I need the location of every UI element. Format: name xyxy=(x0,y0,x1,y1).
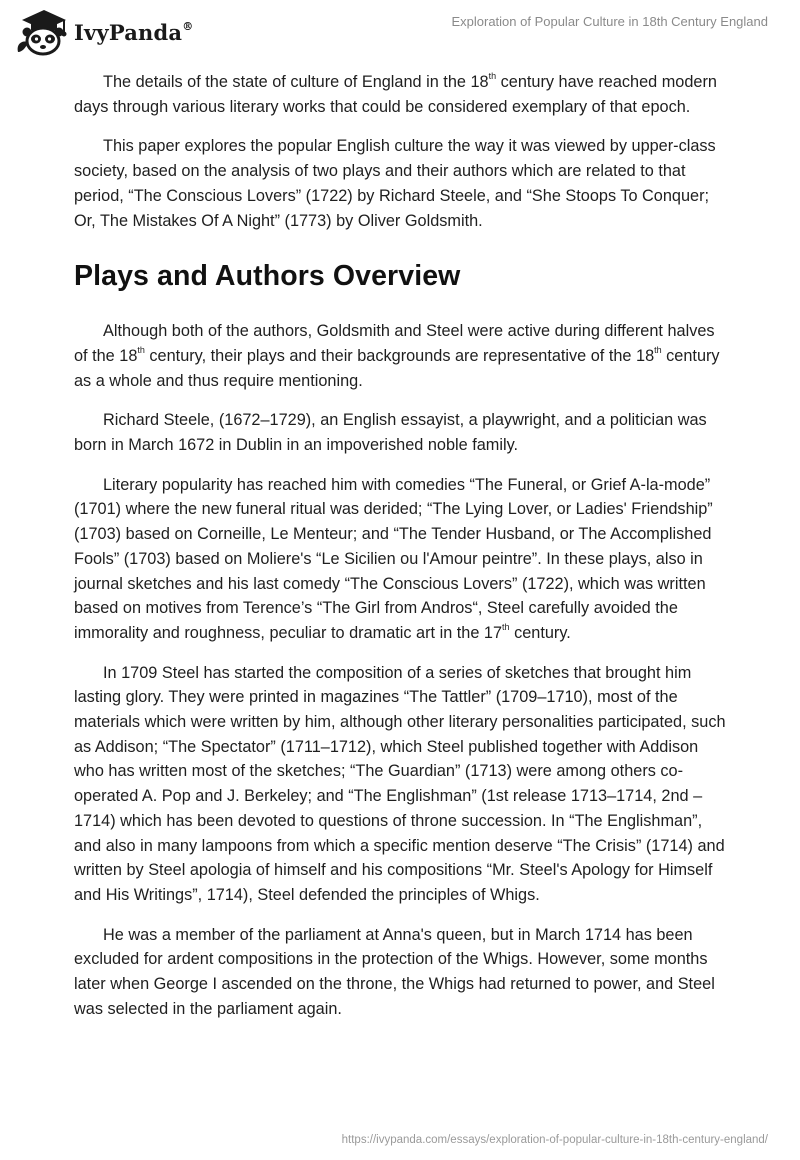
page-header xyxy=(0,0,800,64)
source-url[interactable]: https://ivypanda.com/essays/exploration-of-popular-culture-in-18th-century-england/ xyxy=(341,1134,768,1146)
paragraph-purpose: This paper explores the popular English culture the way it was viewed by upper-class society, based on the analysis of two plays and their authors which are related to that period, “The Conscious Lovers” (1722) by Richard Steele, and “She Stoops To Conquer; Or, The Mistakes Of A Night” (1773) by Oliver Goldsmith. xyxy=(74,137,716,230)
paragraph-intro: The details of the state of culture of England in the 18th century have reached modern days through various literary works that could be considered exemplary of that epoch. xyxy=(74,70,717,116)
paragraph-steele-comedies: Literary popularity has reached him with comedies “The Funeral, or Grief A-la-mode” (1701) where the new funeral ritual was derided; “The Lying Lover, or Ladies' Friendship” (1703) based on Corneille, Le Menteur; and “The Tender Husband, or The Accomplished Fools” (1703) based on Moliere's “Le Sicilien ou l'Amour peintre”. In these plays, also in journal sketches and his last comedy “The Conscious Lovers” (1722), which was written based on motives from Terence’s “The Girl from Andros“, Steel carefully avoided the immorality and roughness, peculiar to dramatic art in the 17th century. xyxy=(74,475,713,642)
ivypanda-logo[interactable] xyxy=(14,8,193,56)
paragraph-steele-bio: Richard Steele, (1672–1729), an English essayist, a playwright, and a politician was born in March 1672 in Dublin in an impoverished noble family. xyxy=(74,411,707,455)
panda-graduation-cap-icon xyxy=(14,8,70,56)
brand-name: IvyPanda® xyxy=(74,19,194,45)
paragraph-steele-sketches: In 1709 Steel has started the composition of a series of sketches that brought him lasting glory. They were printed in magazines “The Tattler” (1709–1710), most of the materials which were written by him, although other literary personalities participated, such as Addison; “The Spectator” (1711–1712), which Steel published together with Addison who has written most of the sketches; “The Guardian” (1713) were among others co-operated A. Pop and J. Berkeley; and “The Englishman” (1st release 1713–1714, 2nd – 1714) which has been devoted to questions of throne succession. In “The Englishman”, and also in many lampoons from which a specific mention deserve “The Crisis” (1714) and written by Steel apologia of himself and his compositions “Mr. Steel's Apology for Himself and His Writings”, 1714), Steel defended the principles of Whigs. xyxy=(74,663,726,904)
paragraph-authors-active: Although both of the authors, Goldsmith and Steel were active during different halves of the 18th century, their plays and their backgrounds are representative of the 18th century as a whole and thus require mentioning. xyxy=(74,322,720,390)
paragraph-steele-parliament: He was a member of the parliament at Anna's queen, but in March 1714 has been excluded for ardent compositions in the protection of the Whigs. However, some months later when George I ascended on the throne, the Whigs had returned to power, and Steel was selected in the parliament again. xyxy=(74,925,715,1018)
document-title: Exploration of Popular Culture in 18th Century England xyxy=(451,14,768,29)
essay-body xyxy=(74,70,726,1037)
section-heading: Plays and Authors Overview xyxy=(74,260,461,293)
